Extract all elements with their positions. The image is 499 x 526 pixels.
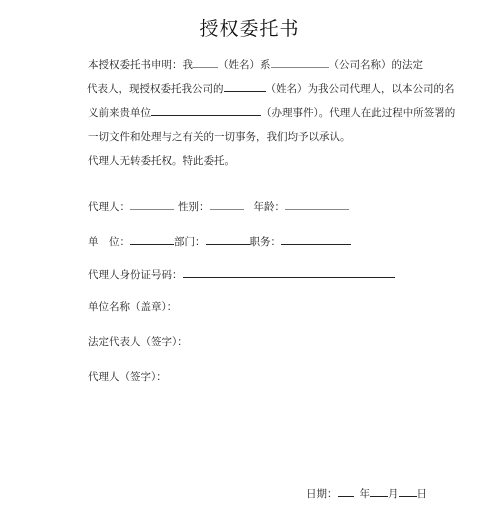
- unit-info-row: [88, 232, 351, 249]
- day-field[interactable]: [399, 484, 417, 497]
- name-field-label-2: （姓名）: [265, 83, 308, 95]
- company-field-label: （公司名称）: [328, 59, 392, 71]
- month-label: 月: [388, 488, 399, 500]
- position-label: 职务：: [249, 236, 281, 248]
- agent-label: 代理人：: [88, 201, 130, 213]
- year-field[interactable]: [338, 484, 354, 497]
- position-field[interactable]: [281, 232, 351, 245]
- principal-name-blank[interactable]: [193, 67, 218, 68]
- gender-field[interactable]: [210, 197, 244, 210]
- id-label: 代理人身份证号码：: [88, 269, 183, 281]
- month-field[interactable]: [370, 484, 388, 497]
- date-row: [306, 484, 427, 501]
- legal-rep-row: [88, 334, 188, 349]
- declaration-line-4: 一切文件和处理与之有关的一切事务，我们均予以承认。: [88, 131, 351, 143]
- id-number-field[interactable]: [183, 265, 395, 278]
- task-field-label: （办理事件）: [261, 107, 319, 119]
- agent-name-blank[interactable]: [224, 91, 266, 92]
- id-number-row: [88, 265, 395, 282]
- declaration-paragraph: [87, 53, 456, 173]
- date-label: 日期：: [306, 488, 338, 500]
- declaration-line-3: 义前来贵单位 （办理事件）。代理人在此过程中所签署的: [88, 107, 456, 119]
- task-blank[interactable]: [151, 115, 261, 116]
- company-seal-row: [88, 299, 177, 314]
- age-label: 年龄：: [253, 201, 285, 213]
- agent-field[interactable]: [130, 197, 174, 210]
- dept-field[interactable]: [206, 232, 250, 245]
- dept-label: 部门：: [174, 236, 206, 248]
- age-field[interactable]: [285, 197, 349, 210]
- day-label: 日: [416, 488, 427, 500]
- gender-label: 性别：: [178, 201, 210, 213]
- legal-rep-label: 法定代表人（签字）：: [88, 336, 188, 348]
- declaration-line-5: 代理人无转委托权。特此委托。: [88, 155, 235, 167]
- company-seal-label: 单位名称（盖章）：: [88, 301, 178, 313]
- declaration-line-1: 本授权委托书申明：我 （姓名）系 （公司名称）的法定: [88, 59, 423, 71]
- agent-sign-label: 代理人（签字）：: [88, 371, 167, 383]
- company-blank[interactable]: [271, 67, 329, 68]
- agent-info-row: [88, 197, 349, 214]
- document-title: 授权委托书: [199, 18, 300, 40]
- name-field-label: （姓名）: [218, 59, 260, 71]
- declaration-line-2: 代表人，现授权委托我公司的 （姓名）为我公司代理人，以本公司的名: [87, 83, 455, 95]
- year-label: 年: [359, 488, 370, 500]
- unit-label: 单 位：: [88, 236, 130, 248]
- unit-field[interactable]: [130, 232, 174, 245]
- agent-sign-row: [88, 369, 167, 384]
